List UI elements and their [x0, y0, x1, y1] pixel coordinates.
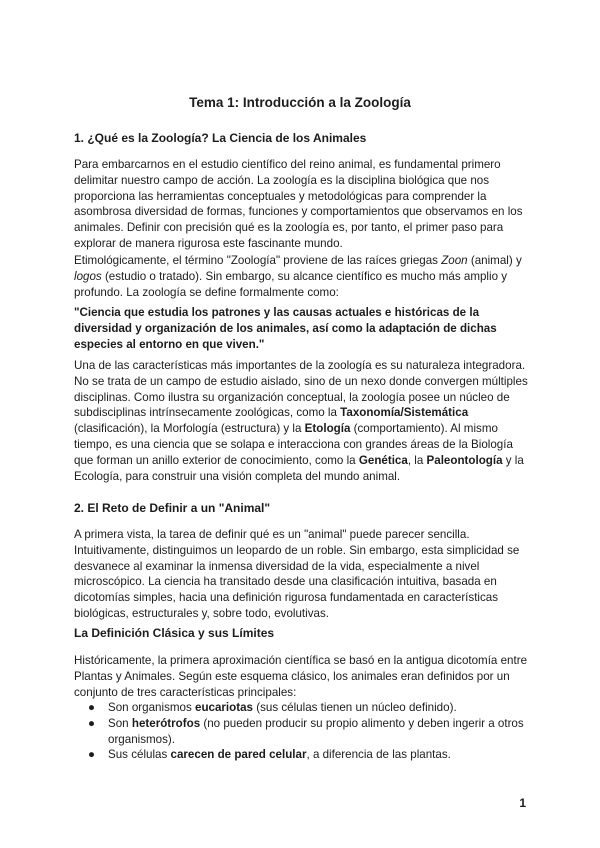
bold-term-paleontologia: Paleontología	[426, 453, 503, 467]
list-item	[74, 716, 534, 748]
bullet-dot: ●	[88, 748, 96, 762]
section1-paragraph-2	[74, 253, 534, 300]
section2-heading: 2. El Reto de Definir a un "Animal"	[74, 501, 271, 515]
characteristics-list	[74, 700, 534, 763]
bold-term-etologia: Etología	[304, 422, 351, 436]
definition-quote: "Ciencia que estudia los patrones y las causas actuales e históricas de la diversidad y organización de los animales, así como la adaptación de dichas especies al entorno en que viven."	[74, 306, 497, 351]
section2-subheading: La Definición Clásica y sus Límites	[74, 626, 275, 640]
section1-heading: 1. ¿Qué es la Zoología? La Ciencia de los Animales	[74, 131, 367, 145]
text-span: (animal) y	[467, 254, 522, 267]
list-item	[74, 747, 534, 763]
section2-paragraph-1: A primera vista, la tarea de definir qué es un "animal" puede parecer sencilla. Intuitivamente, distinguimos un leopardo de un roble. Sin embargo, esta simplicidad se desvanece al examinar la inmensa diversidad de la vida, especialmente a nivel microscópico. La ciencia ha transitado desde una clasificación intuitiva, basada en dicotomías simples, hacia una definición rigurosa fundamentada en características biológicas, estructurales y, sobre todo, evolutivas.	[74, 528, 520, 620]
text-span: (clasificación), la Morfología (estructura) y la	[74, 422, 305, 436]
text-span: , la	[407, 453, 427, 467]
bold-term-taxonomia: Taxonomía/Sistemática	[340, 406, 469, 420]
text-span: , a diferencia de las plantas.	[306, 748, 451, 762]
page-number: 1	[519, 796, 526, 810]
bold-term: heterótrofos	[131, 716, 201, 730]
bullet-dot: ●	[88, 701, 96, 714]
text-span: (estudio o tratado). Sin embargo, su alcance científico es mucho más amplio y profundo. La zoología se define formalmente como:	[74, 269, 508, 299]
italic-term-logos: logos	[74, 269, 102, 283]
section2-paragraph-2: Históricamente, la primera aproximación científica se basó en la antigua dicotomía entre Plantas y Animales. Según este esquema clásico, los animales eran definidos por un conjunto de tres características principales:	[74, 654, 528, 699]
text-span: (comportamiento). Al mismo tiempo, es una ciencia que se solapa e interacciona con grandes áreas de la Biología que forman un anillo exterior de conocimiento, como la	[74, 422, 513, 467]
italic-term-zoon: Zoon	[441, 254, 468, 267]
text-span: Etimológicamente, el término "Zoología" proviene de las raíces griegas	[74, 254, 442, 267]
text-span: Una de las características más importantes de la zoología es su naturaleza integradora. No se trata de un campo de estudio aislado, sino de un nexo donde convergen múltiples disciplinas. Como ilustra su organización conceptual, la zoología posee un núcleo de subdisciplinas intrínsecamente zoológicas, como la	[74, 359, 528, 420]
page-title: Tema 1: Introducción a la Zoología	[189, 95, 411, 110]
bold-term-genetica: Genética	[358, 453, 408, 467]
section1-paragraph-1: Para embarcarnos en el estudio científico del reino animal, es fundamental primero delimitar nuestro campo de acción. La zoología es la disciplina biológica que nos proporciona las herramientas conceptuales y metodológicas para comprender la asombrosa diversidad de formas, funciones y comportamientos que observamos en los animales. Definir con precisión qué es la zoología es, por tanto, el primer paso para explorar de manera rigurosa este fascinante mundo.	[74, 158, 523, 250]
text-span: (sus células tienen un núcleo definido).	[253, 701, 457, 714]
list-item	[74, 700, 534, 716]
text-span: Son organismos	[108, 701, 195, 714]
bold-term: eucariotas	[195, 701, 253, 714]
text-span: (no pueden producir su propio alimento y deben ingerir a otros organismos).	[108, 716, 524, 746]
text-span: Son	[108, 716, 132, 730]
text-span: y la Ecología, para construir una visión completa del mundo animal.	[74, 453, 524, 483]
section1-paragraph-3	[74, 358, 534, 484]
bullet-dot: ●	[88, 716, 96, 730]
text-span: Sus células	[108, 748, 171, 762]
bold-term: carecen de pared celular	[170, 748, 307, 762]
